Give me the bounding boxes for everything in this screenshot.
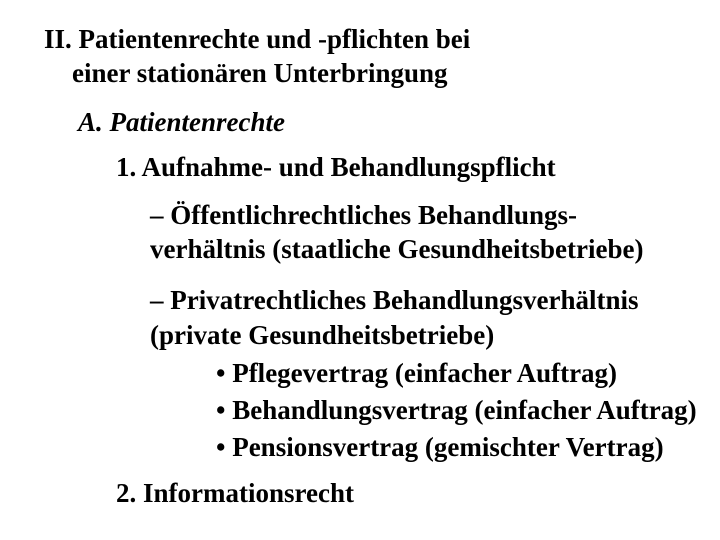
item-2: 2. Informationsrecht [116,478,354,508]
dash-1-line-2: verhältnis (staatliche Gesundheitsbetriebe) [150,234,644,264]
bullet-behandlungsvertrag: • Behandlungsvertrag (einfacher Auftrag) [216,395,697,425]
bullet-pflegevertrag: • Pflegevertrag (einfacher Auftrag) [216,358,618,388]
heading-line-1: II. Patientenrechte und -pflichten bei [44,24,471,54]
dash-2-line-2: (private Gesundheitsbetriebe) [150,320,495,350]
dash-2-line-1: – Privatrechtliches Behandlungsverhältnis [150,285,639,315]
item-1: 1. Aufnahme- und Behandlungspflicht [116,152,556,182]
bullet-pensionsvertrag: • Pensionsvertrag (gemischter Vertrag) [216,432,664,462]
heading-line-2: einer stationären Unterbringung [72,58,448,88]
section-a-title: A. Patientenrechte [78,107,285,137]
dash-1-line-1: – Öffentlichrechtliches Behandlungs- [150,200,578,230]
